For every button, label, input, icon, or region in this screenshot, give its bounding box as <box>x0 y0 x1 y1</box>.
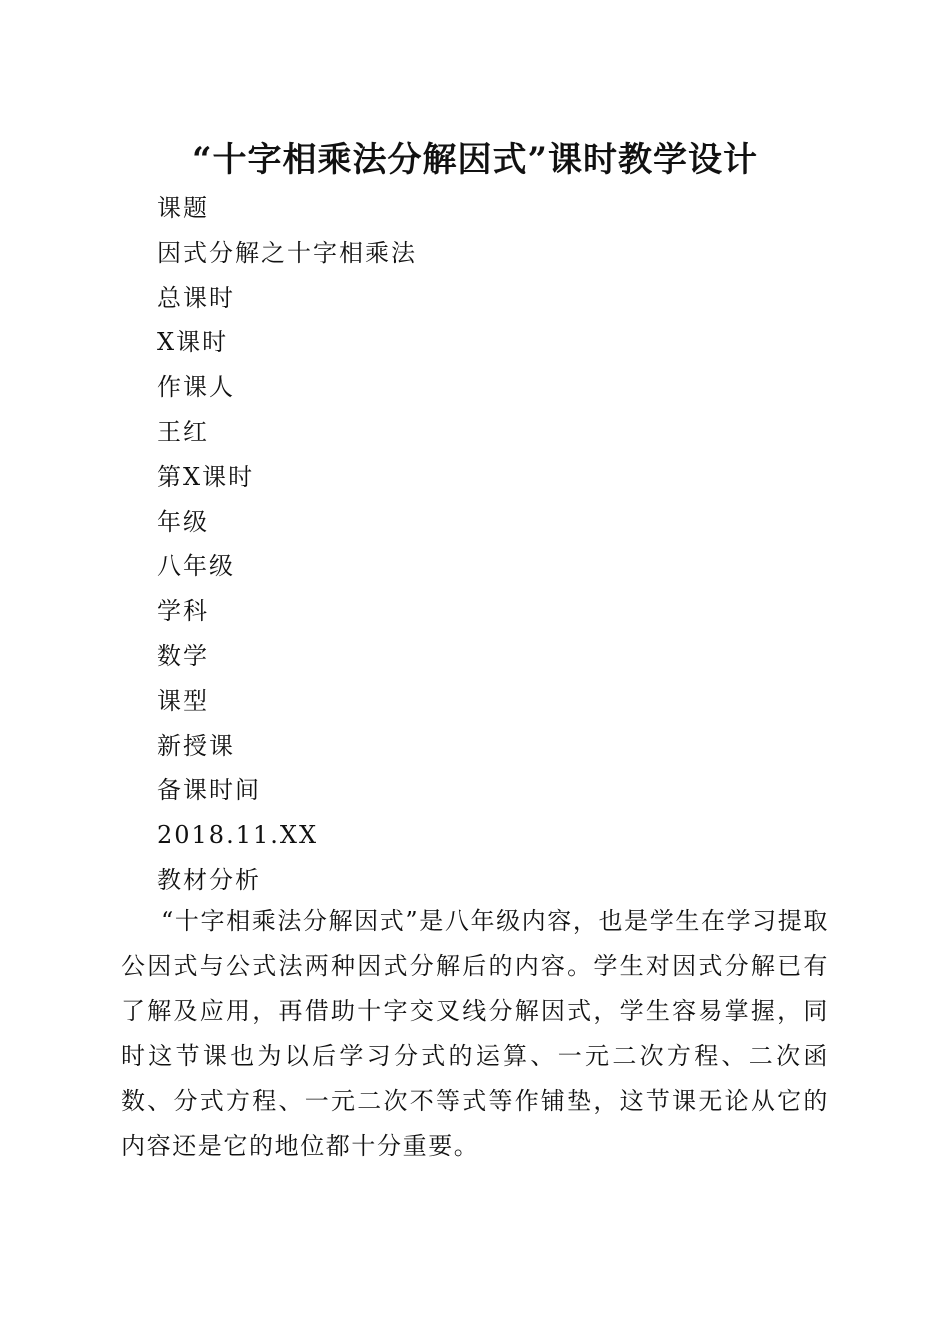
field-label-total-periods: 总课时 <box>157 283 235 312</box>
field-value-grade: 八年级 <box>157 552 235 581</box>
field-label-lesson-type: 课型 <box>157 686 209 715</box>
field-label-teacher: 作课人 <box>157 373 235 402</box>
field-label-grade: 年级 <box>157 507 209 536</box>
field-value-total-periods: X课时 <box>157 328 229 357</box>
field-value-period-number: 第X课时 <box>157 462 255 491</box>
field-value-lesson-type: 新授课 <box>157 731 235 760</box>
field-value-topic: 因式分解之十字相乘法 <box>157 238 417 267</box>
document-title: “十字相乘法分解因式”课时教学设计 <box>191 140 759 180</box>
section-heading-material-analysis: 教材分析 <box>157 865 261 894</box>
field-value-teacher: 王红 <box>157 417 209 446</box>
field-label-topic: 课题 <box>157 194 209 222</box>
field-value-prep-date: 2018.11.XX <box>157 821 319 850</box>
field-label-subject: 学科 <box>157 597 209 626</box>
lesson-info-list <box>157 186 857 903</box>
material-analysis-paragraph: “十字相乘法分解因式”是八年级内容，也是学生在学习提取公因式与公式法两种因式分解后的内容。学生对因式分解已有了解及应用，再借助十字交叉线分解因式，学生容易掌握，同时这节课也为以后学习分式的运算、一元二次方程、二次函数、分式方程、一元二次不等式等作铺垫，这节课无论从它的内容还是它的地位都十分重要。 <box>121 907 829 1160</box>
field-label-prep-date: 备课时间 <box>157 776 261 805</box>
field-value-subject: 数学 <box>157 641 209 670</box>
